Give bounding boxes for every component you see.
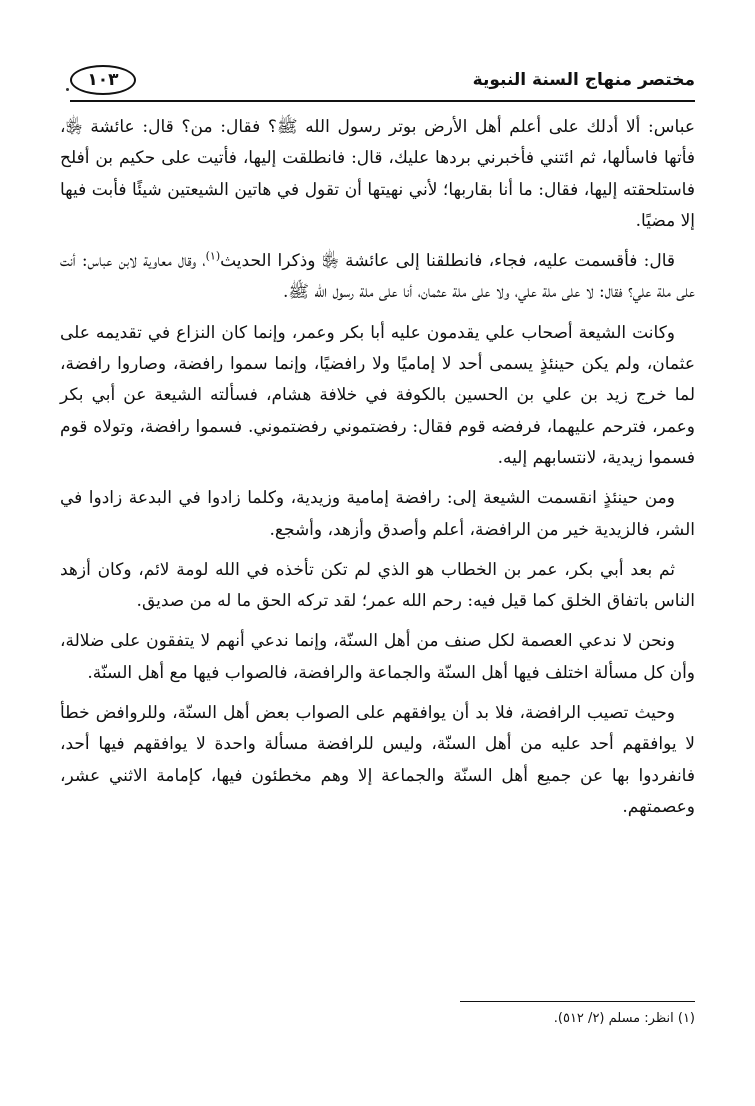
header-dot bbox=[66, 88, 69, 91]
paragraph-1: عباس: ألا أدلك على أعلم أهل الأرض بوتر رسول الله ﷺ؟ فقال: من؟ قال: عائشة ﵂، فأتها فاسألها، ثم ائتني فأخبرني بردها عليك، قال: فانطلقت إليها، فأتيت على حكيم بن أفلح فاستلحقته إليها، فقال: ما أنا بقاربها؛ لأني نهيتها أن تقول في هاتين الشيعتين شيئًا فأبت فيها إلا مضيًا. bbox=[60, 117, 695, 231]
page-header bbox=[70, 62, 695, 98]
paragraph-6: ونحن لا ندعي العصمة لكل صنف من أهل السنّة، وإنما ندعي أنهم لا يتفقون على ضلالة، وأن كل مسألة اختلف فيها أهل السنّة والجماعة والرافضة، فالصواب فيها مع أهل السنّة. bbox=[60, 631, 695, 683]
footnote-reference[interactable]: (١) bbox=[205, 249, 221, 263]
paragraph-7: وحيث تصيب الرافضة، فلا بد أن يوافقهم على الصواب بعض أهل السنّة، وللروافض خطأ لا يوافقهم أحد عليه من أهل السنّة، وليس للرافضة مسألة واحدة لا يوافقهم فيها أحد، فانفردوا بها عن جميع أهل السنّة والجماعة إلا وهم مخطئون فيها، كإمامة الاثني عشر، وعصمتهم. bbox=[60, 703, 695, 817]
paragraph-2-text-after: ، وقال معاوية لابن عباس: أنت على ملة علي؟ فقال: لا على ملة علي، ولا على ملة عثمان، أنا على ملة رسول الله ﷺ. bbox=[60, 251, 695, 303]
footnote: (١) انظر: مسلم (٢/ ٥١٢). bbox=[553, 1011, 695, 1026]
paragraph-2 bbox=[60, 246, 695, 309]
paragraph-5: ثم بعد أبي بكر، عمر بن الخطاب هو الذي لم تكن تأخذه في الله لومة لائم، وكان أزهد الناس باتفاق الخلق كما قيل فيه: رحم الله عمر؛ لقد تركه الحق ما له من صديق. bbox=[60, 559, 695, 612]
page-number: ١٠٣ bbox=[70, 65, 136, 95]
footnote-rule bbox=[460, 1001, 695, 1002]
paragraph-4: ومن حينئذٍ انقسمت الشيعة إلى: رافضة إمامية وزيدية، وكلما زادوا في البدعة زادوا في الشر، فالزيدية خير من الرافضة، أعلم وأصدق وأزهد، وأشجع. bbox=[60, 488, 695, 540]
running-title: مختصر منهاج السنة النبوية bbox=[472, 70, 695, 90]
paragraph-3: وكانت الشيعة أصحاب علي يقدمون عليه أبا بكر وعمر، وإنما كان النزاع في تقديمه على عثمان، ولم يكن حينئذٍ يسمى أحد لا إماميًا ولا رافضيًا، وإنما سموا رافضة، وصاروا رافضة، لما خرج زيد بن علي بن الحسين بالكوفة في خلافة هشام، فسألته الشيعة عن أبي بكر وعمر، فترحم عليهما، فرفضه قوم فقال: رفضتموني رفضتموني. فسموا رافضة، وتولاه قوم فسموا زيدية، لانتسابهم إليه. bbox=[60, 322, 695, 468]
paragraph-2-text-before: قال: فأقسمت عليه، فجاء، فانطلقنا إلى عائشة ﵂ وذكرا الحديث bbox=[220, 251, 675, 272]
body-text bbox=[60, 112, 695, 832]
header-rule bbox=[70, 100, 695, 102]
